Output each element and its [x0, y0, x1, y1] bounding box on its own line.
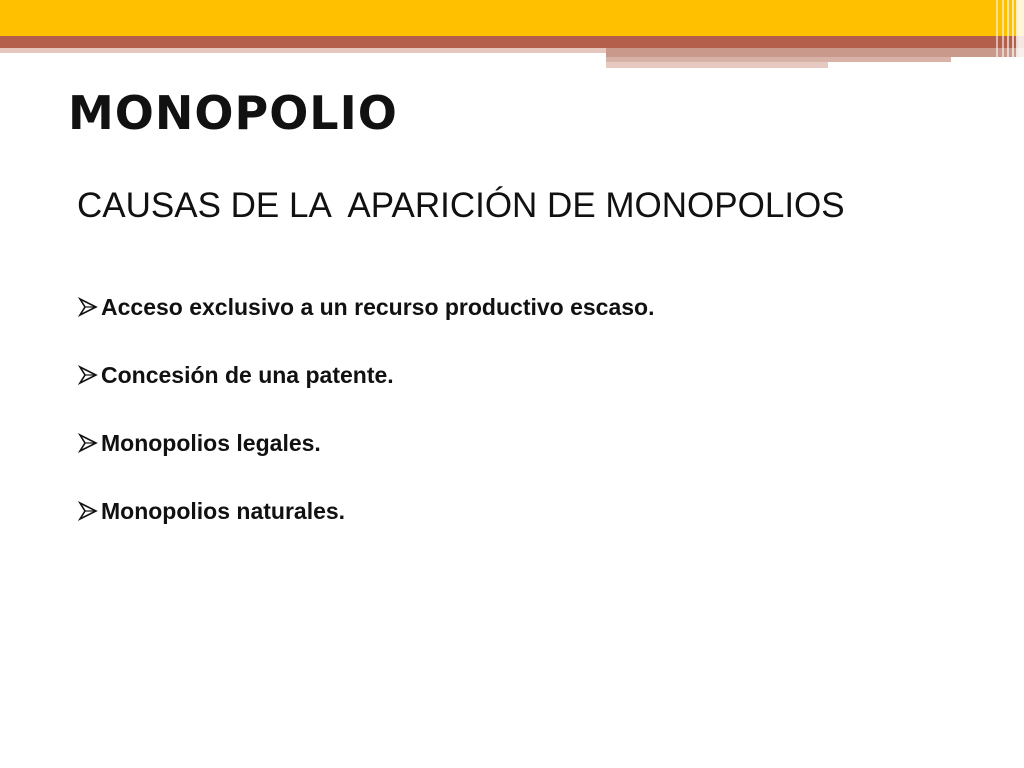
arrowhead-bullet-icon — [77, 500, 99, 522]
bullet-text: Acceso exclusivo a un recurso productivo escaso. — [101, 293, 655, 320]
top-banner-accent-line — [0, 48, 606, 53]
bullet-item — [77, 426, 655, 460]
bullet-item — [77, 494, 655, 528]
banner-step-1 — [606, 48, 1024, 57]
slide-title: MONOPOLIO — [68, 86, 398, 140]
bullet-text: Concesión de una patente. — [101, 361, 394, 388]
arrowhead-bullet-icon — [77, 296, 99, 318]
arrowhead-bullet-icon — [77, 432, 99, 454]
bullet-text: Monopolios legales. — [101, 429, 321, 456]
bullet-text: Monopolios naturales. — [101, 497, 346, 524]
bullet-item — [77, 290, 655, 324]
slide-subtitle: CAUSAS DE LA APARICIÓN DE MONOPOLIOS — [77, 186, 845, 225]
arrowhead-bullet-icon — [77, 364, 99, 386]
bullet-item — [77, 358, 655, 392]
top-banner-brown — [0, 36, 1024, 48]
top-banner-yellow — [0, 0, 1024, 36]
bullet-list — [77, 290, 655, 562]
banner-vertical-stripes — [990, 0, 1024, 70]
banner-step-3 — [606, 62, 828, 68]
